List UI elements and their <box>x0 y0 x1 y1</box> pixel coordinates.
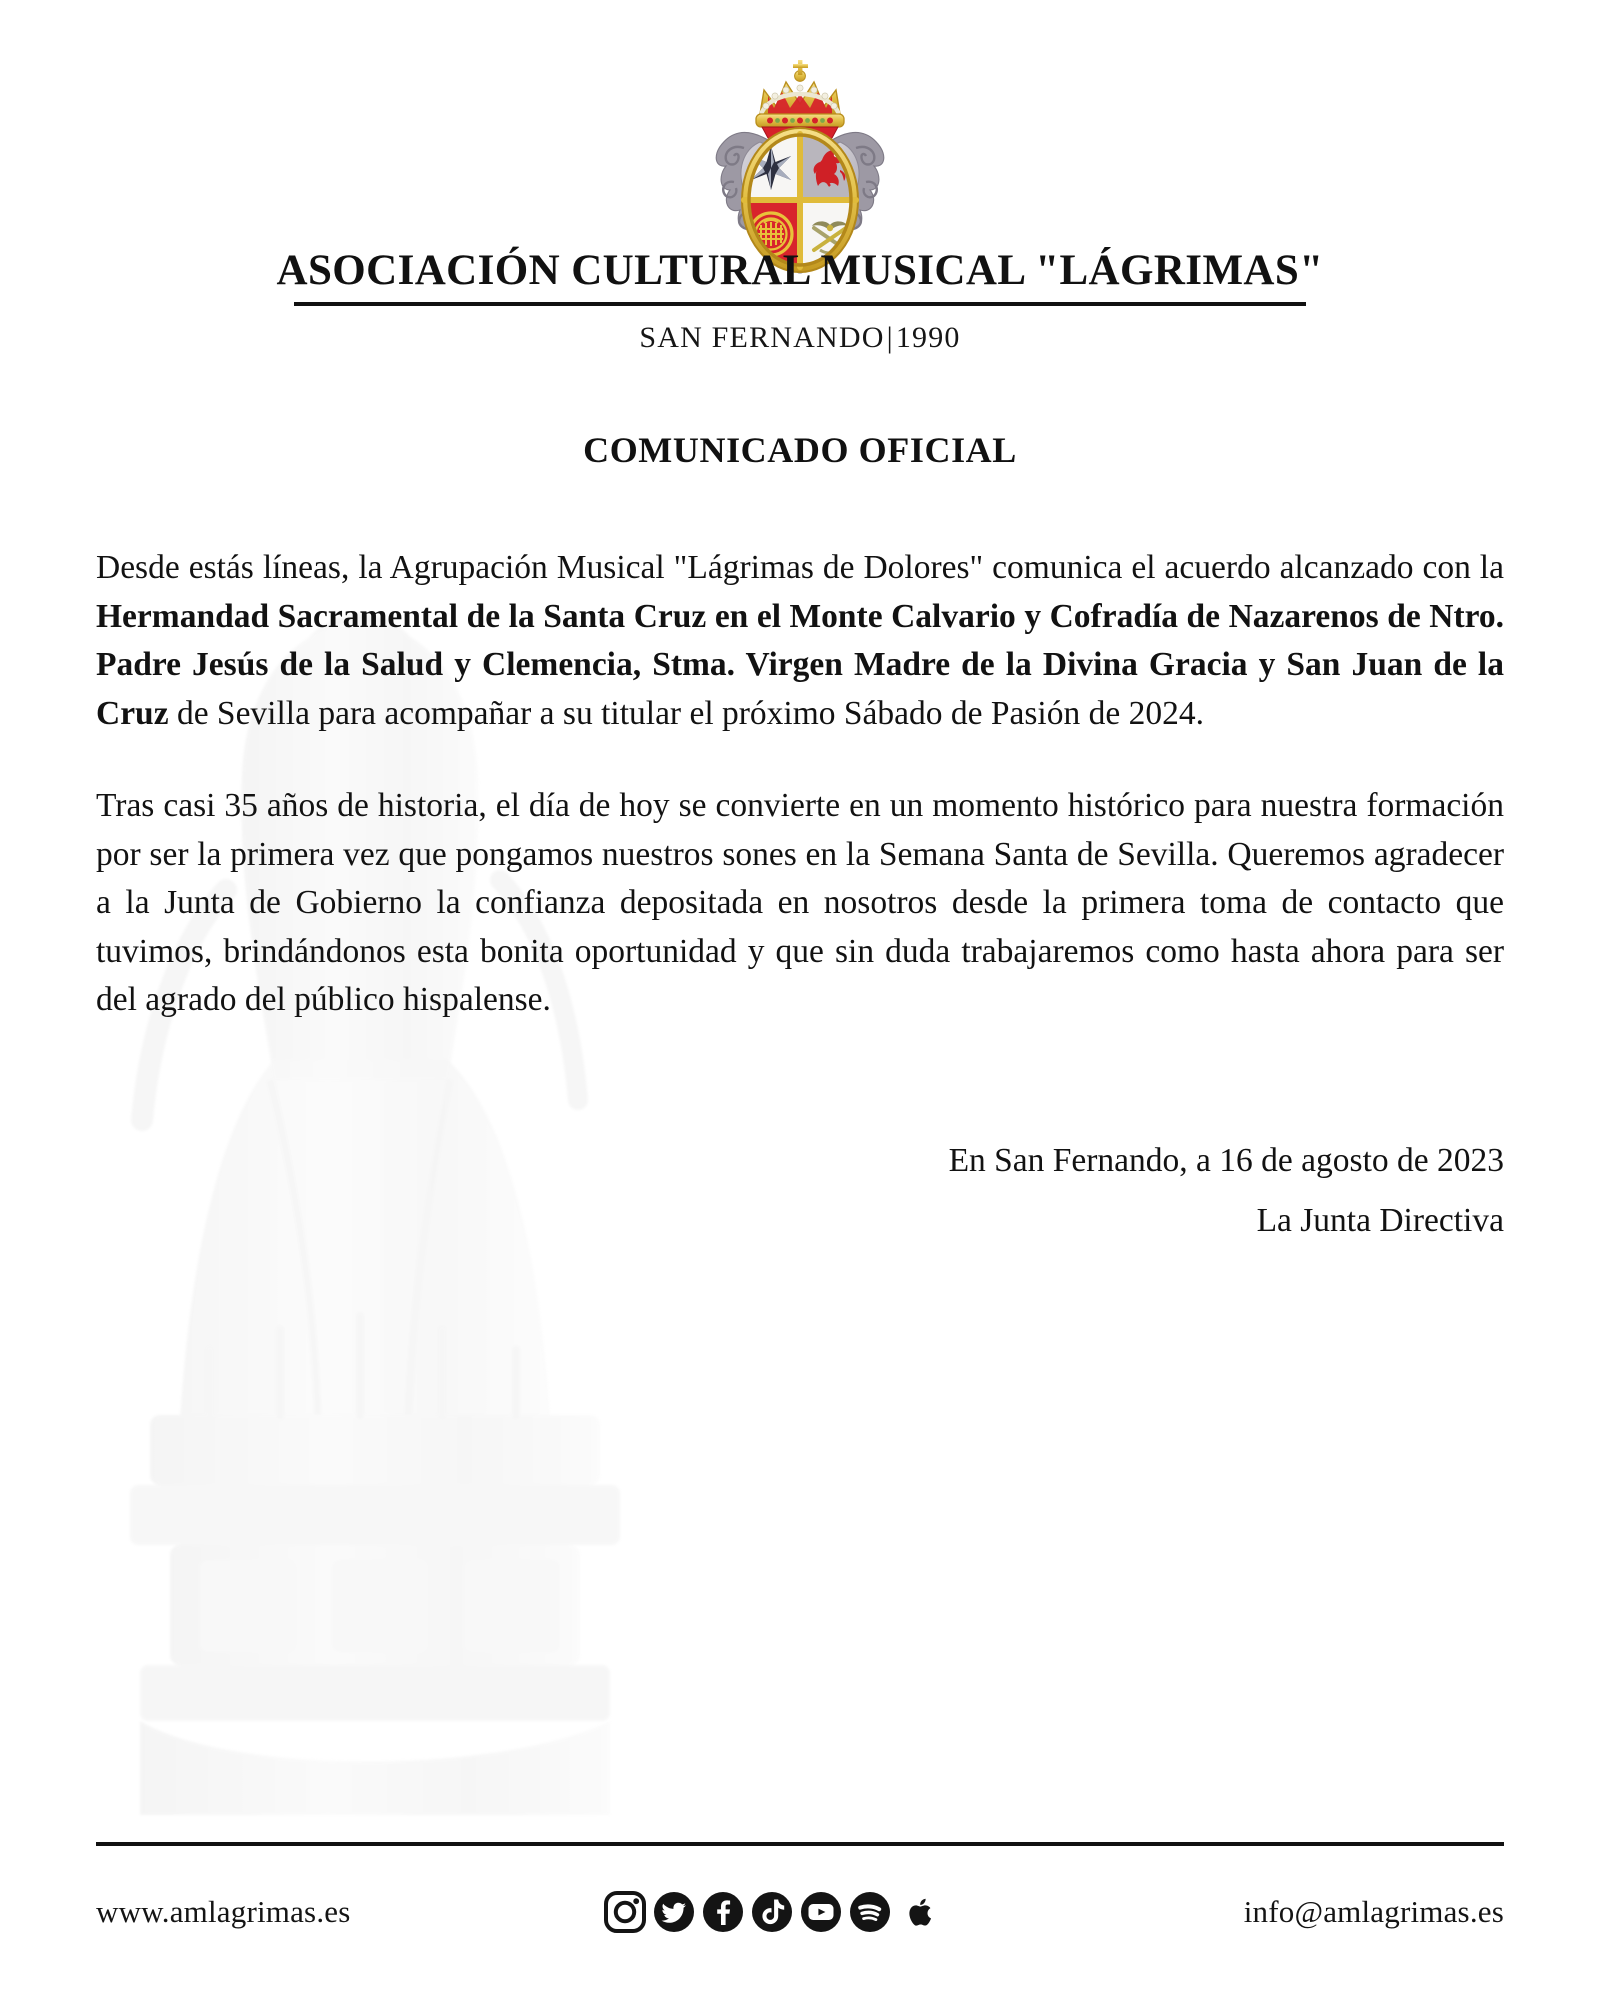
organization-city: SAN FERNANDO <box>639 321 885 355</box>
social-links-row <box>604 1891 940 1933</box>
footer-website[interactable]: www.amlagrimas.es <box>96 1894 351 1929</box>
footer-divider-rule <box>96 1842 1504 1846</box>
signature-block <box>96 1131 1504 1251</box>
paragraph-1-part-1: Desde estás líneas, la Agrupación Musical "Lágrimas de Dolores" comunica el acuerdo alcanzado con la <box>96 549 1504 587</box>
twitter-icon[interactable] <box>653 1891 695 1933</box>
tiktok-icon[interactable] <box>751 1891 793 1933</box>
apple-music-icon[interactable] <box>898 1891 940 1933</box>
crest-container <box>96 0 1504 238</box>
paragraph-2: Tras casi 35 años de historia, el día de hoy se convierte en un momento histórico para nuestra formación por ser la primera vez que pongamos nuestros sones en la Semana Santa de Sevilla. Queremos agradecer a la Junta de Gobierno la confianza depositada en nosotros desde la primera toma de contacto que tuvimos, brindándonos esta bonita oportunidad y que sin duda trabajaremos como hasta ahora para ser del agrado del público hispalense. <box>96 787 1504 1019</box>
paragraph-1 <box>96 544 1504 738</box>
signature-signed-by: La Junta Directiva <box>1256 1201 1504 1239</box>
document-body <box>96 544 1504 1025</box>
association-crest-icon <box>682 48 918 280</box>
organization-subtitle <box>96 321 1504 355</box>
signature-place-date: En San Fernando, a 16 de agosto de 2023 <box>948 1141 1504 1179</box>
organization-title: ASOCIACIÓN CULTURAL MUSICAL "LÁGRIMAS" <box>276 247 1324 294</box>
facebook-icon[interactable] <box>702 1891 744 1933</box>
title-divider-rule <box>294 302 1306 306</box>
paragraph-1-part-2: de Sevilla para acompañar a su titular el próximo Sábado de Pasión de 2024. <box>168 694 1204 732</box>
subtitle-divider: | <box>886 321 894 355</box>
youtube-icon[interactable] <box>800 1891 842 1933</box>
footer-email[interactable]: info@amlagrimas.es <box>1243 1894 1504 1929</box>
organization-founded-year: 1990 <box>895 321 961 355</box>
spotify-icon[interactable] <box>849 1891 891 1933</box>
document-heading: COMUNICADO OFICIAL <box>583 430 1017 471</box>
footer <box>96 1872 1504 1952</box>
instagram-icon[interactable] <box>604 1891 646 1933</box>
paragraph-1-brotherhood-name: Hermandad Sacramental de la Santa Cruz en el Monte Calvario y Cofradía de Nazarenos de Ntro. Padre Jesús de la Salud y Clemencia, Stma. Virgen Madre de la Divina Gracia y San Juan de la Cruz <box>96 597 1504 732</box>
